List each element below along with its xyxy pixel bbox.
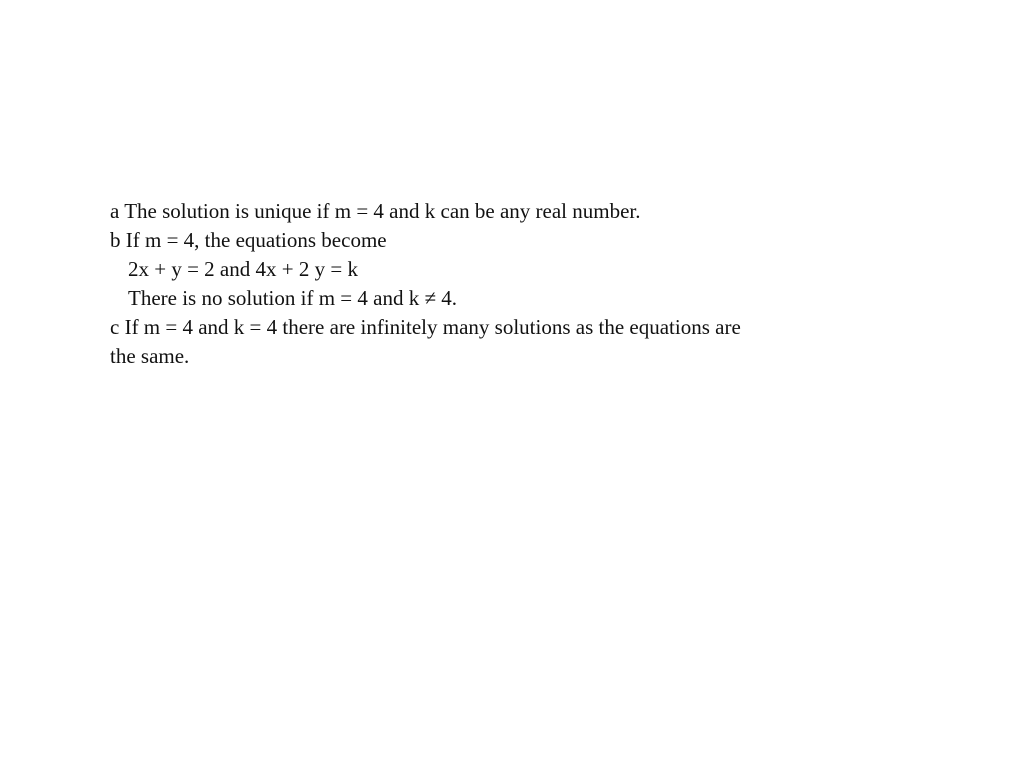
part-b-conclusion-text: There is no solution if m = 4 and k ≠ 4. [128,286,457,310]
part-b-equations-text: 2x + y = 2 and 4x + 2 y = k [128,257,358,281]
part-a-text: a The solution is unique if m = 4 and k can be any real number. [110,199,641,223]
part-c-text-line1: c If m = 4 and k = 4 there are infinitely many solutions as the equations are [110,315,741,339]
part-c-text-line2: the same. [110,344,190,368]
part-b-intro-text: b If m = 4, the equations become [110,228,387,252]
solution-text [110,197,870,371]
